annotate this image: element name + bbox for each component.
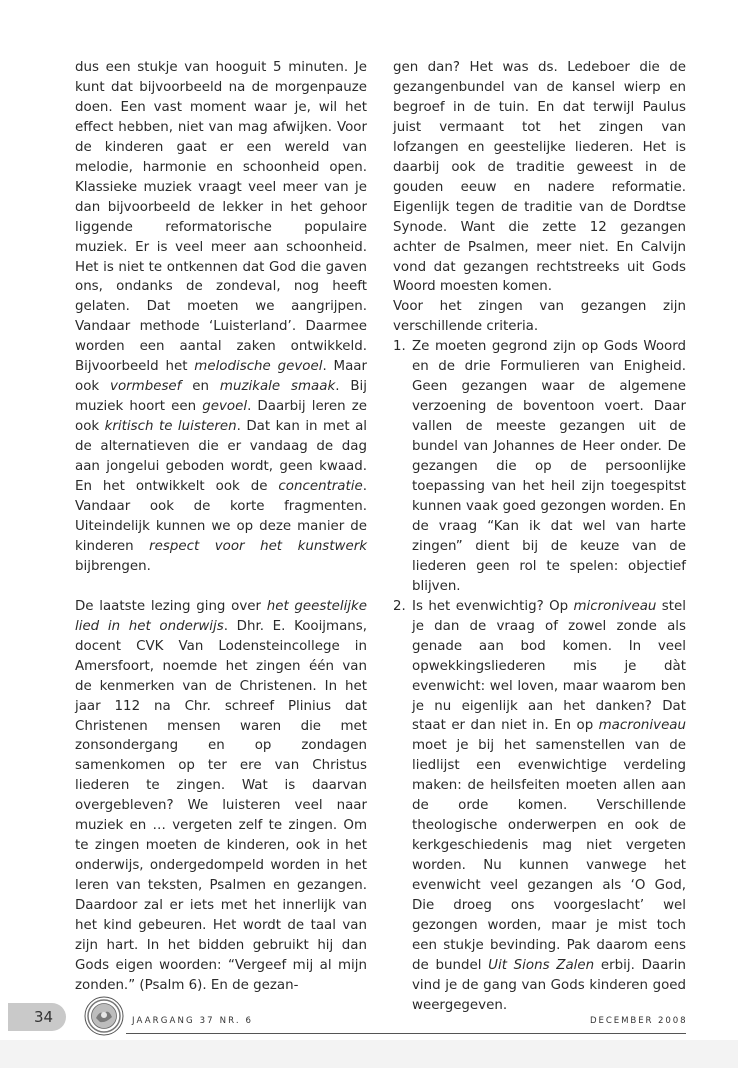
journal-issue: JAARGANG 37 NR. 6 [132, 1016, 254, 1026]
paragraph: gen dan? Het was ds. Ledeboer die de gezangenbundel van de kansel wierp en begroef in de tuin. En dat terwijl Paulus juist vermaant tot het zingen van lofzangen en geestelijke liederen. Het is daarbij ook de traditie geweest in de gouden eeuw en nadere reformatie. Eigenlijk tegen de traditie van de Dordtse Synode. Want die zette 12 gezangen achter de Psalmen, meer niet. En Calvijn vond dat gezangen rechtstreeks uit Gods Woord moesten komen. [393, 60, 686, 295]
list-number: 1. [393, 339, 406, 355]
left-column [75, 58, 367, 996]
issue-date: DECEMBER 2008 [590, 1016, 688, 1026]
right-column [393, 58, 686, 1016]
list-number: 2. [393, 598, 406, 614]
list-item: 1. Ze moeten gegrond zijn op Gods Woord en de drie Formulieren van Enigheid. Geen gezangen waar de algemene verzoening de boventoon voert. Daar vallen de meeste gezangen uit de bundel van Johannes de Heer onder. De gezangen die op de persoonlijke toepassing van het heil zijn toegespitst kunnen vaak goed gezongen worden. En de vraag “Kan ik dat wel van harte zingen” dient bij de keuze van de liederen geen rol te spelen: objectief blijven. [393, 339, 686, 594]
paragraph: dus een stukje van hooguit 5 minuten. Je kunt dat bijvoorbeeld na de morgenpauze doen. Een vast moment waar je, wil het effect hebben, niet van mag afwijken. Voor de kinderen gaat er een wereld van melodie, harmonie en schoonheid open. Klassieke muziek vraagt veel meer van je dan bijvoorbeeld de lekker in het gehoor liggende reformatorische populaire muziek. Er is veel meer aan schoonheid. Het is niet te ontkennen dat God die gaven ons, ondanks de zondeval, nog heeft gelaten. Dat moeten we aangrijpen. Vandaar methode ‘Luisterland’. Daarmee worden een aantal zaken ontwikkeld. Bijvoorbeeld het melodische gevoel. Maar ook vormbesef en muzikale smaak. Bij muziek hoort een gevoel. Daarbij leren ze ook kritisch te luisteren. Dat kan in met al de alternatieven die er vandaag de dag aan jongelui geboden wordt, geen kwaad. En het ontwikkelt ook de concentratie. Vandaar ook de korte fragmenten. Uiteindelijk kunnen we op deze manier de kinderen respect voor het kunstwerk bijbrengen. [75, 60, 368, 574]
criteria-list [393, 337, 686, 1015]
footer-rule [126, 1033, 686, 1034]
paragraph-gap [75, 577, 367, 597]
list-item: 2. Is het evenwichtig? Op microniveau stel je dan de vraag of zowel zonde als genade aan bod komen. In veel opwekkingsliederen mis je dàt evenwicht: wel loven, maar waarom ben je nu eigenlijk aan het danken? Dat staat er dan niet in. En op macroniveau moet je bij het samenstellen van de liedlijst een evenwichtige verdeling maken: de heilsfeiten moeten allen aan de orde komen. Verschillende theologische onderwerpen en ook de kerkgeschiedenis mag niet vergeten worden. Nu kunnen vanwege het evenwicht veel gezangen als ‘O God, Die droeg ons voorgeslacht’ wel gezongen worden, maar je mist toch een stukje bevinding. Pak daarom eens de bundel Uit Sions Zalen erbij. Daarin vind je de gang van Gods kinderen goed weergegeven. [393, 598, 687, 1013]
page-number: 34 [34, 1008, 54, 1026]
paragraph: Voor het zingen van gezangen zijn verschillende criteria. [393, 299, 686, 335]
emblem-icon [84, 996, 124, 1036]
paragraph: De laatste lezing ging over het geestelijke lied in het onderwijs. Dhr. E. Kooijmans, docent CVK Van Lodensteincollege in Amersfoort, noemde het zingen één van de kenmerken van de Christenen. In het jaar 112 na Chr. schreef Plinius dat Christenen mensen waren die met zonsondergang en op zondagen samenkomen op ter ere van Christus liederen te zingen. Wat is daarvan overgebleven? We luisteren veel naar muziek en … vergeten zelf te zingen. Om te zingen moeten de kinderen, ook in het onderwijs, ondergedompeld worden in het leren van teksten, Psalmen en gezangen. Daardoor zal er iets met het innerlijk van het kind gebeuren. Het wordt de taal van zijn hart. In het bidden gebruikt hij dan Gods eigen woorden: “Vergeef mij al mijn zonden.” (Psalm 6). En de gezan- [75, 598, 367, 993]
footer [0, 990, 738, 1050]
